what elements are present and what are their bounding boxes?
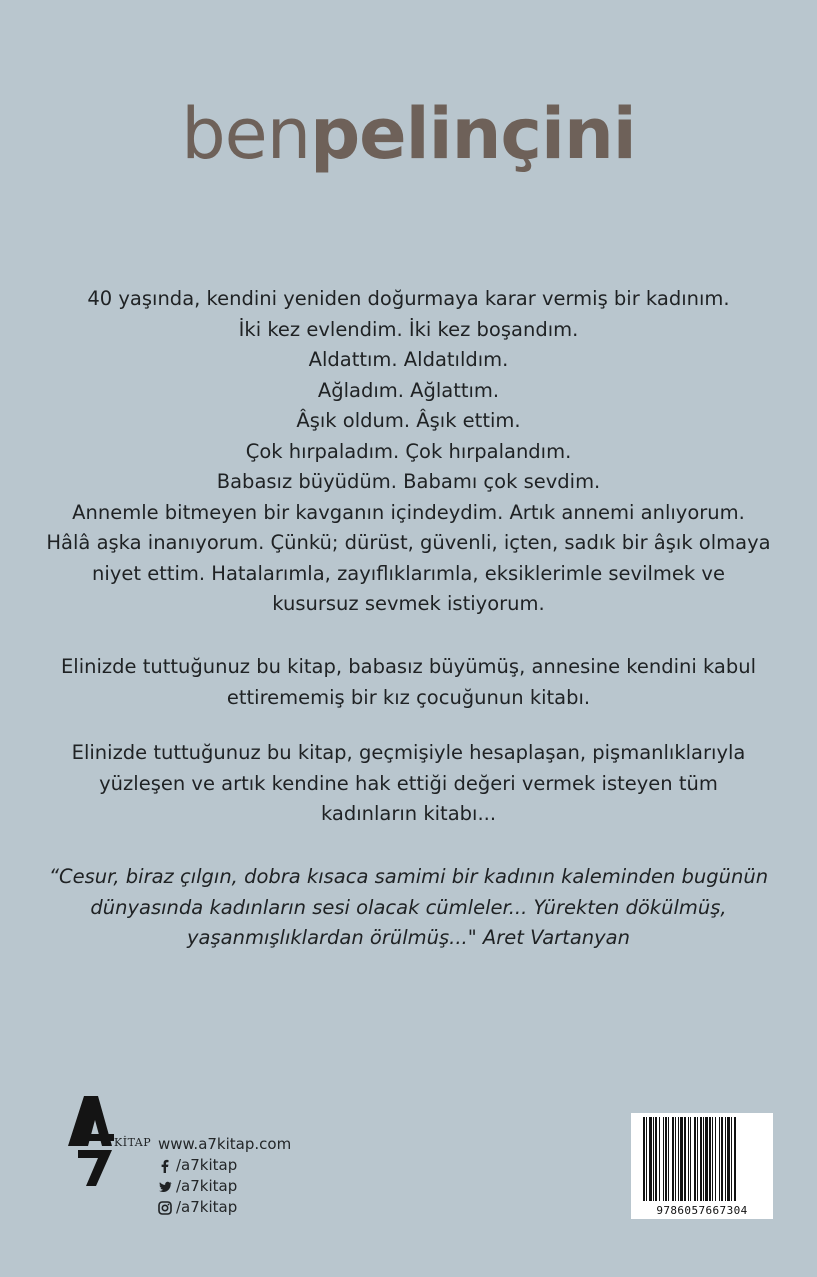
text-line: Babasız büyüdüm. Babamı çok sevdim. — [216, 470, 601, 493]
text-line: Aldattım. Aldatıldım. — [308, 348, 509, 371]
text-line: Çok hırpaladım. Çok hırpalandım. — [245, 439, 572, 463]
text-line: Âşık oldum. Âşık ettim. — [296, 409, 521, 432]
barcode-bar — [697, 1117, 698, 1201]
barcode-bar — [655, 1117, 657, 1201]
barcode-bar — [649, 1117, 652, 1201]
twitter-handle: /a7kitap — [176, 1177, 238, 1195]
barcode-bar — [653, 1117, 654, 1201]
intro-paragraph — [40, 284, 777, 620]
barcode-bars — [641, 1117, 763, 1201]
title-bold: pelinçini — [310, 93, 636, 175]
barcode-bar — [725, 1117, 726, 1201]
isbn-number: 9786057667304 — [656, 1204, 748, 1217]
barcode-bar — [675, 1117, 676, 1201]
barcode-bar — [672, 1117, 674, 1201]
third-paragraph — [40, 738, 777, 830]
barcode-bar — [703, 1117, 704, 1201]
instagram-link[interactable] — [158, 1197, 291, 1218]
instagram-icon — [158, 1201, 172, 1215]
facebook-icon — [158, 1159, 172, 1173]
barcode-bar — [727, 1117, 730, 1201]
quote-paragraph — [40, 862, 777, 954]
text-line: Ağladım. Ağlattım. — [317, 378, 500, 402]
facebook-link[interactable] — [158, 1155, 291, 1176]
title-light: ben — [181, 93, 311, 175]
barcode-bar — [731, 1117, 732, 1201]
twitter-icon — [158, 1180, 172, 1194]
text-line: Hâlâ aşka inanıyorum. Çünkü; dürüst, güvenli, içten, sadık bir âşık olmaya — [46, 531, 771, 554]
text-line: Elinizde tuttuğunuz bu kitap, geçmişiyle hesaplaşan, pişmanlıklarıyla — [71, 741, 746, 764]
barcode-bar — [646, 1117, 647, 1201]
barcode-bar — [690, 1117, 691, 1201]
second-paragraph — [40, 652, 777, 713]
barcode-bar — [734, 1117, 736, 1201]
barcode-bar — [719, 1117, 720, 1201]
barcode-bar — [665, 1117, 667, 1201]
barcode-bar — [643, 1117, 645, 1201]
barcode-bar — [715, 1117, 716, 1201]
isbn-barcode — [631, 1113, 773, 1219]
facebook-handle: /a7kitap — [176, 1156, 238, 1174]
barcode-bar — [680, 1117, 683, 1201]
text-line: niyet ettim. Hatalarımla, zayıflıklarımla, eksiklerimle sevilmek ve — [92, 561, 725, 585]
barcode-bar — [694, 1117, 696, 1201]
website-text: www.a7kitap.com — [158, 1135, 292, 1153]
publisher-name: KİTAP — [114, 1136, 152, 1149]
twitter-link[interactable] — [158, 1176, 291, 1197]
barcode-bar — [709, 1117, 711, 1201]
instagram-handle: /a7kitap — [176, 1198, 238, 1216]
text-line: kusursuz sevmek istiyorum. — [272, 592, 545, 615]
website-link[interactable] — [158, 1134, 291, 1155]
barcode-bar — [721, 1117, 723, 1201]
book-title — [0, 92, 817, 176]
barcode-bar — [712, 1117, 713, 1201]
barcode-bar — [684, 1117, 686, 1201]
barcode-bar — [688, 1117, 689, 1201]
barcode-bar — [668, 1117, 669, 1201]
quote-line: yaşanmışlıklardan örülmüş..." Aret Vartanyan — [187, 926, 630, 949]
text-line: ettirememiş bir kız çocuğunun kitabı. — [226, 685, 591, 709]
quote-line: dünyasında kadınların sesi olacak cümleler... Yürekten dökülmüş, — [90, 895, 727, 919]
barcode-bar — [700, 1117, 702, 1201]
publisher-logo — [68, 1094, 114, 1186]
barcode-bar — [705, 1117, 708, 1201]
text-line: yüzleşen ve artık kendine hak ettiği değeri vermek isteyen tüm — [99, 771, 718, 795]
text-line: 40 yaşında, kendini yeniden doğurmaya karar vermiş bir kadınım. — [87, 287, 730, 310]
barcode-bar — [663, 1117, 664, 1201]
barcode-bar — [678, 1117, 679, 1201]
text-line: Annemle bitmeyen bir kavganın içindeydim. Artık annemi anlıyorum. — [72, 500, 745, 524]
barcode-bar — [659, 1117, 660, 1201]
publisher-contacts — [158, 1134, 291, 1218]
text-line: İki kez evlendim. İki kez boşandım. — [238, 317, 579, 341]
text-line: kadınların kitabı... — [320, 802, 497, 825]
text-line: Elinizde tuttuğunuz bu kitap, babasız büyümüş, annesine kendini kabul — [60, 655, 757, 678]
quote-line: “Cesur, biraz çılgın, dobra kısaca samimi bir kadının kaleminden bugünün — [48, 865, 769, 888]
